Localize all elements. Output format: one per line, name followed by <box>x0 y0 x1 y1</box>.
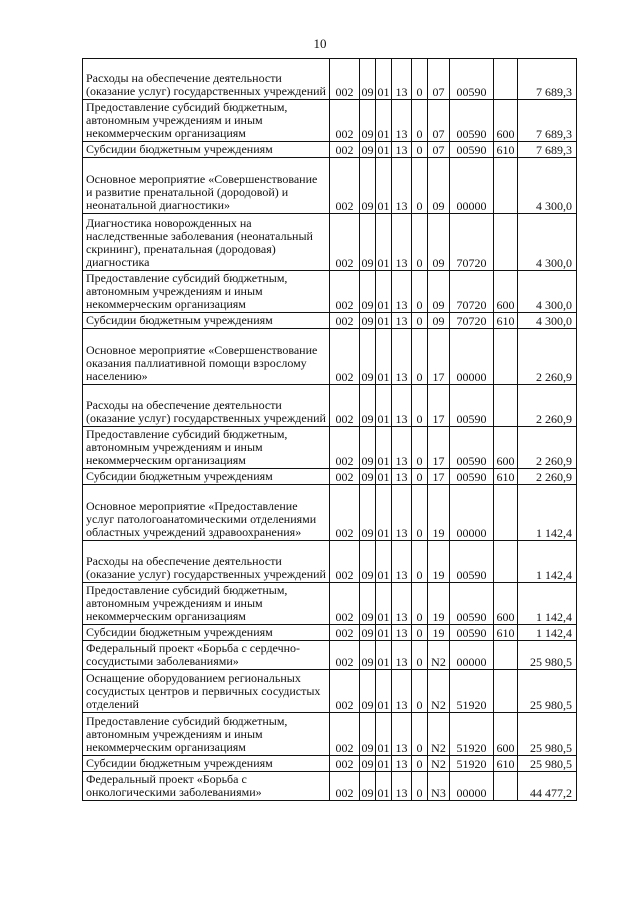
section-code: 09 <box>361 143 374 157</box>
row-name: Федеральный проект «Борьба с онкологическими заболеваниями» <box>83 772 330 801</box>
activity-code: N2 <box>428 756 450 772</box>
program-code: 13 <box>392 214 412 271</box>
section-code: 09 <box>360 329 376 385</box>
activity-code: N2 <box>428 670 450 713</box>
subsection-code: 01 <box>376 100 392 142</box>
amount: 2 260,9 <box>518 385 577 427</box>
expense-type-code: 610 <box>494 142 518 158</box>
ministry-code: 002 <box>330 625 360 641</box>
program-code: 13 <box>392 385 412 427</box>
activity-code: 07 <box>428 100 450 142</box>
table-row <box>83 641 577 670</box>
amount: 25 980,5 <box>518 756 577 772</box>
section-code: 09 <box>360 583 376 625</box>
expense-type-code: 600 <box>494 583 518 625</box>
subsection-code: 01 <box>376 485 392 541</box>
expense-type-code <box>494 329 518 385</box>
activity-code: 09 <box>428 214 450 271</box>
expense-type-code: 600 <box>494 427 518 469</box>
subsection-code: 01 <box>377 143 390 157</box>
row-name: Основное мероприятие «Совершенствование и развитие пренатальной (дородовой) и неонатальной диагностики» <box>83 158 330 214</box>
ministry-code: 002 <box>330 385 360 427</box>
program-code: 13 <box>392 583 412 625</box>
expense-type-code: 610 <box>494 469 518 485</box>
subprogram-code: 0 <box>412 329 428 385</box>
row-name: Субсидии бюджетным учреждениям <box>83 313 330 329</box>
table-row <box>83 59 577 100</box>
direction-code: 00590 <box>450 583 494 625</box>
ministry-code: 002 <box>330 313 360 329</box>
subsection-code: 01 <box>376 583 392 625</box>
subsection-code: 01 <box>376 670 392 713</box>
program-code: 13 <box>392 100 412 142</box>
subsection-code: 01 <box>376 385 392 427</box>
subprogram-code: 0 <box>412 142 428 158</box>
expense-type-code <box>494 641 518 670</box>
program-code: 13 <box>392 313 412 329</box>
section-code: 09 <box>360 158 376 214</box>
activity-code: 17 <box>428 385 450 427</box>
subprogram-code: 0 <box>412 59 428 100</box>
subprogram-code: 0 <box>412 469 428 485</box>
subsection-code: 01 <box>376 271 392 313</box>
subsection-code: 01 <box>376 713 392 756</box>
program-code: 13 <box>392 271 412 313</box>
subsection-code: 01 <box>377 757 390 771</box>
activity-code: 19 <box>428 541 450 583</box>
row-name: Оснащение оборудованием региональных сосудистых центров и первичных сосудистых отделений <box>83 670 330 713</box>
subsection-code: 01 <box>376 59 392 100</box>
section-code: 09 <box>360 427 376 469</box>
amount: 25 980,5 <box>518 641 577 670</box>
table-row <box>83 214 577 271</box>
direction-code: 51920 <box>450 756 494 772</box>
amount: 1 142,4 <box>518 485 577 541</box>
section-code: 09 <box>360 485 376 541</box>
direction-code: 51920 <box>450 670 494 713</box>
program-code: 13 <box>392 670 412 713</box>
activity-code: N2 <box>428 713 450 756</box>
table-row <box>83 485 577 541</box>
page-number: 10 <box>313 36 327 51</box>
subprogram-code: 0 <box>412 100 428 142</box>
ministry-code: 002 <box>330 214 360 271</box>
section-code: 09 <box>361 470 374 484</box>
activity-code: 19 <box>428 625 450 641</box>
subsection-code: 01 <box>377 314 390 328</box>
subsection-code: 01 <box>376 158 392 214</box>
direction-code: 00590 <box>450 142 494 158</box>
program-code: 13 <box>392 158 412 214</box>
ministry-code: 002 <box>330 713 360 756</box>
amount: 4 300,0 <box>518 214 577 271</box>
program-code: 13 <box>392 641 412 670</box>
row-name: Расходы на обеспечение деятельности (оказание услуг) государственных учреждений <box>83 385 330 427</box>
row-name: Федеральный проект «Борьба с сердечно-сосудистыми заболеваниями» <box>83 641 330 670</box>
table-row <box>83 313 577 329</box>
direction-code: 00590 <box>450 100 494 142</box>
ministry-code: 002 <box>330 541 360 583</box>
subprogram-code: 0 <box>412 427 428 469</box>
budget-table-body <box>83 59 577 801</box>
expense-type-code <box>494 670 518 713</box>
section-code: 09 <box>360 772 376 801</box>
amount: 7 689,3 <box>518 59 577 100</box>
table-row <box>83 158 577 214</box>
amount: 7 689,3 <box>518 142 577 158</box>
subprogram-code: 0 <box>412 641 428 670</box>
program-code: 13 <box>392 329 412 385</box>
section-code: 09 <box>360 541 376 583</box>
direction-code: 70720 <box>450 214 494 271</box>
subsection-code: 01 <box>377 626 390 640</box>
row-name: Основное мероприятие «Совершенствование оказания паллиативной помощи взрослому населению» <box>83 329 330 385</box>
table-row <box>83 625 577 641</box>
ministry-code: 002 <box>330 670 360 713</box>
activity-code: 17 <box>428 469 450 485</box>
subsection-code: 01 <box>376 641 392 670</box>
table-row <box>83 541 577 583</box>
direction-code: 51920 <box>450 713 494 756</box>
subprogram-code: 0 <box>412 485 428 541</box>
row-name: Расходы на обеспечение деятельности (оказание услуг) государственных учреждений <box>83 541 330 583</box>
subprogram-code: 0 <box>412 313 428 329</box>
expense-type-code <box>494 541 518 583</box>
expense-type-code <box>494 485 518 541</box>
subprogram-code: 0 <box>412 541 428 583</box>
subprogram-code: 0 <box>412 158 428 214</box>
program-code: 13 <box>392 756 412 772</box>
section-code: 09 <box>360 214 376 271</box>
amount: 1 142,4 <box>518 625 577 641</box>
subsection-code: 01 <box>376 427 392 469</box>
section-code: 09 <box>361 314 374 328</box>
direction-code: 00590 <box>450 625 494 641</box>
expense-type-code <box>494 772 518 801</box>
activity-code: 19 <box>428 583 450 625</box>
table-row <box>83 469 577 485</box>
subsection-code: 01 <box>376 772 392 801</box>
section-code: 09 <box>360 641 376 670</box>
row-name: Предоставление субсидий бюджетным, автономным учреждениям и иным некоммерческим организациям <box>83 100 330 142</box>
ministry-code: 002 <box>330 641 360 670</box>
expense-type-code: 600 <box>494 713 518 756</box>
expense-type-code: 610 <box>494 625 518 641</box>
expense-type-code: 610 <box>494 756 518 772</box>
table-row <box>83 713 577 756</box>
activity-code: 09 <box>428 271 450 313</box>
subprogram-code: 0 <box>412 583 428 625</box>
direction-code: 00590 <box>450 385 494 427</box>
activity-code: N3 <box>428 772 450 801</box>
ministry-code: 002 <box>330 485 360 541</box>
section-code: 09 <box>360 713 376 756</box>
activity-code: 19 <box>428 485 450 541</box>
expense-type-code: 610 <box>494 313 518 329</box>
subprogram-code: 0 <box>412 772 428 801</box>
expense-type-code <box>494 59 518 100</box>
table-row <box>83 756 577 772</box>
activity-code: 17 <box>428 329 450 385</box>
direction-code: 70720 <box>450 271 494 313</box>
direction-code: 00000 <box>450 641 494 670</box>
subprogram-code: 0 <box>412 756 428 772</box>
amount: 2 260,9 <box>518 469 577 485</box>
expense-type-code <box>494 214 518 271</box>
expense-type-code: 600 <box>494 271 518 313</box>
activity-code: N2 <box>428 641 450 670</box>
table-row <box>83 772 577 801</box>
subprogram-code: 0 <box>412 385 428 427</box>
activity-code: 09 <box>428 313 450 329</box>
amount: 7 689,3 <box>518 100 577 142</box>
ministry-code: 002 <box>330 100 360 142</box>
direction-code: 00000 <box>450 158 494 214</box>
subprogram-code: 0 <box>412 625 428 641</box>
amount: 1 142,4 <box>518 541 577 583</box>
direction-code: 00590 <box>450 469 494 485</box>
subsection-code: 01 <box>376 541 392 583</box>
section-code: 09 <box>360 100 376 142</box>
program-code: 13 <box>392 485 412 541</box>
program-code: 13 <box>392 427 412 469</box>
row-name: Диагностика новорожденных на наследственные заболевания (неонатальный скрининг), пренатальная (дородовая) диагностика <box>83 214 330 271</box>
activity-code: 09 <box>428 158 450 214</box>
row-name: Субсидии бюджетным учреждениям <box>83 142 330 158</box>
amount: 4 300,0 <box>518 271 577 313</box>
section-code: 09 <box>360 271 376 313</box>
subprogram-code: 0 <box>412 271 428 313</box>
ministry-code: 002 <box>330 427 360 469</box>
budget-table <box>82 58 577 801</box>
section-code: 09 <box>360 59 376 100</box>
program-code: 13 <box>392 713 412 756</box>
program-code: 13 <box>392 59 412 100</box>
ministry-code: 002 <box>330 756 360 772</box>
direction-code: 00590 <box>450 541 494 583</box>
program-code: 13 <box>392 772 412 801</box>
ministry-code: 002 <box>330 329 360 385</box>
table-row <box>83 670 577 713</box>
ministry-code: 002 <box>330 59 360 100</box>
direction-code: 00000 <box>450 329 494 385</box>
direction-code: 00590 <box>450 59 494 100</box>
program-code: 13 <box>392 469 412 485</box>
section-code: 09 <box>361 626 374 640</box>
direction-code: 70720 <box>450 313 494 329</box>
section-code: 09 <box>360 385 376 427</box>
row-name: Основное мероприятие «Предоставление услуг патологоанатомическими отделениями областных учреждений здравоохранения» <box>83 485 330 541</box>
amount: 25 980,5 <box>518 670 577 713</box>
ministry-code: 002 <box>330 772 360 801</box>
subprogram-code: 0 <box>412 670 428 713</box>
direction-code: 00590 <box>450 427 494 469</box>
expense-type-code <box>494 385 518 427</box>
row-name: Предоставление субсидий бюджетным, автономным учреждениям и иным некоммерческим организациям <box>83 713 330 756</box>
amount: 4 300,0 <box>518 313 577 329</box>
row-name: Субсидии бюджетным учреждениям <box>83 756 330 772</box>
amount: 1 142,4 <box>518 583 577 625</box>
amount: 4 300,0 <box>518 158 577 214</box>
expense-type-code <box>494 158 518 214</box>
direction-code: 00000 <box>450 772 494 801</box>
row-name: Субсидии бюджетным учреждениям <box>83 469 330 485</box>
amount: 44 477,2 <box>518 772 577 801</box>
table-row <box>83 427 577 469</box>
subsection-code: 01 <box>377 470 390 484</box>
activity-code: 17 <box>428 427 450 469</box>
amount: 2 260,9 <box>518 329 577 385</box>
direction-code: 00000 <box>450 485 494 541</box>
subsection-code: 01 <box>376 329 392 385</box>
program-code: 13 <box>392 625 412 641</box>
row-name: Расходы на обеспечение деятельности (оказание услуг) государственных учреждений <box>83 59 330 100</box>
table-row <box>83 100 577 142</box>
subsection-code: 01 <box>376 214 392 271</box>
ministry-code: 002 <box>330 271 360 313</box>
row-name: Предоставление субсидий бюджетным, автономным учреждениям и иным некоммерческим организациям <box>83 583 330 625</box>
ministry-code: 002 <box>330 469 360 485</box>
amount: 25 980,5 <box>518 713 577 756</box>
section-code: 09 <box>361 757 374 771</box>
subprogram-code: 0 <box>412 713 428 756</box>
ministry-code: 002 <box>330 583 360 625</box>
row-name: Субсидии бюджетным учреждениям <box>83 625 330 641</box>
table-row <box>83 583 577 625</box>
program-code: 13 <box>392 541 412 583</box>
table-row <box>83 385 577 427</box>
activity-code: 07 <box>428 142 450 158</box>
ministry-code: 002 <box>330 158 360 214</box>
ministry-code: 002 <box>330 142 360 158</box>
section-code: 09 <box>360 670 376 713</box>
expense-type-code: 600 <box>494 100 518 142</box>
row-name: Предоставление субсидий бюджетным, автономным учреждениям и иным некоммерческим организациям <box>83 271 330 313</box>
row-name: Предоставление субсидий бюджетным, автономным учреждениям и иным некоммерческим организациям <box>83 427 330 469</box>
activity-code: 07 <box>428 59 450 100</box>
program-code: 13 <box>392 142 412 158</box>
table-row <box>83 142 577 158</box>
table-row <box>83 271 577 313</box>
subprogram-code: 0 <box>412 214 428 271</box>
amount: 2 260,9 <box>518 427 577 469</box>
table-row <box>83 329 577 385</box>
